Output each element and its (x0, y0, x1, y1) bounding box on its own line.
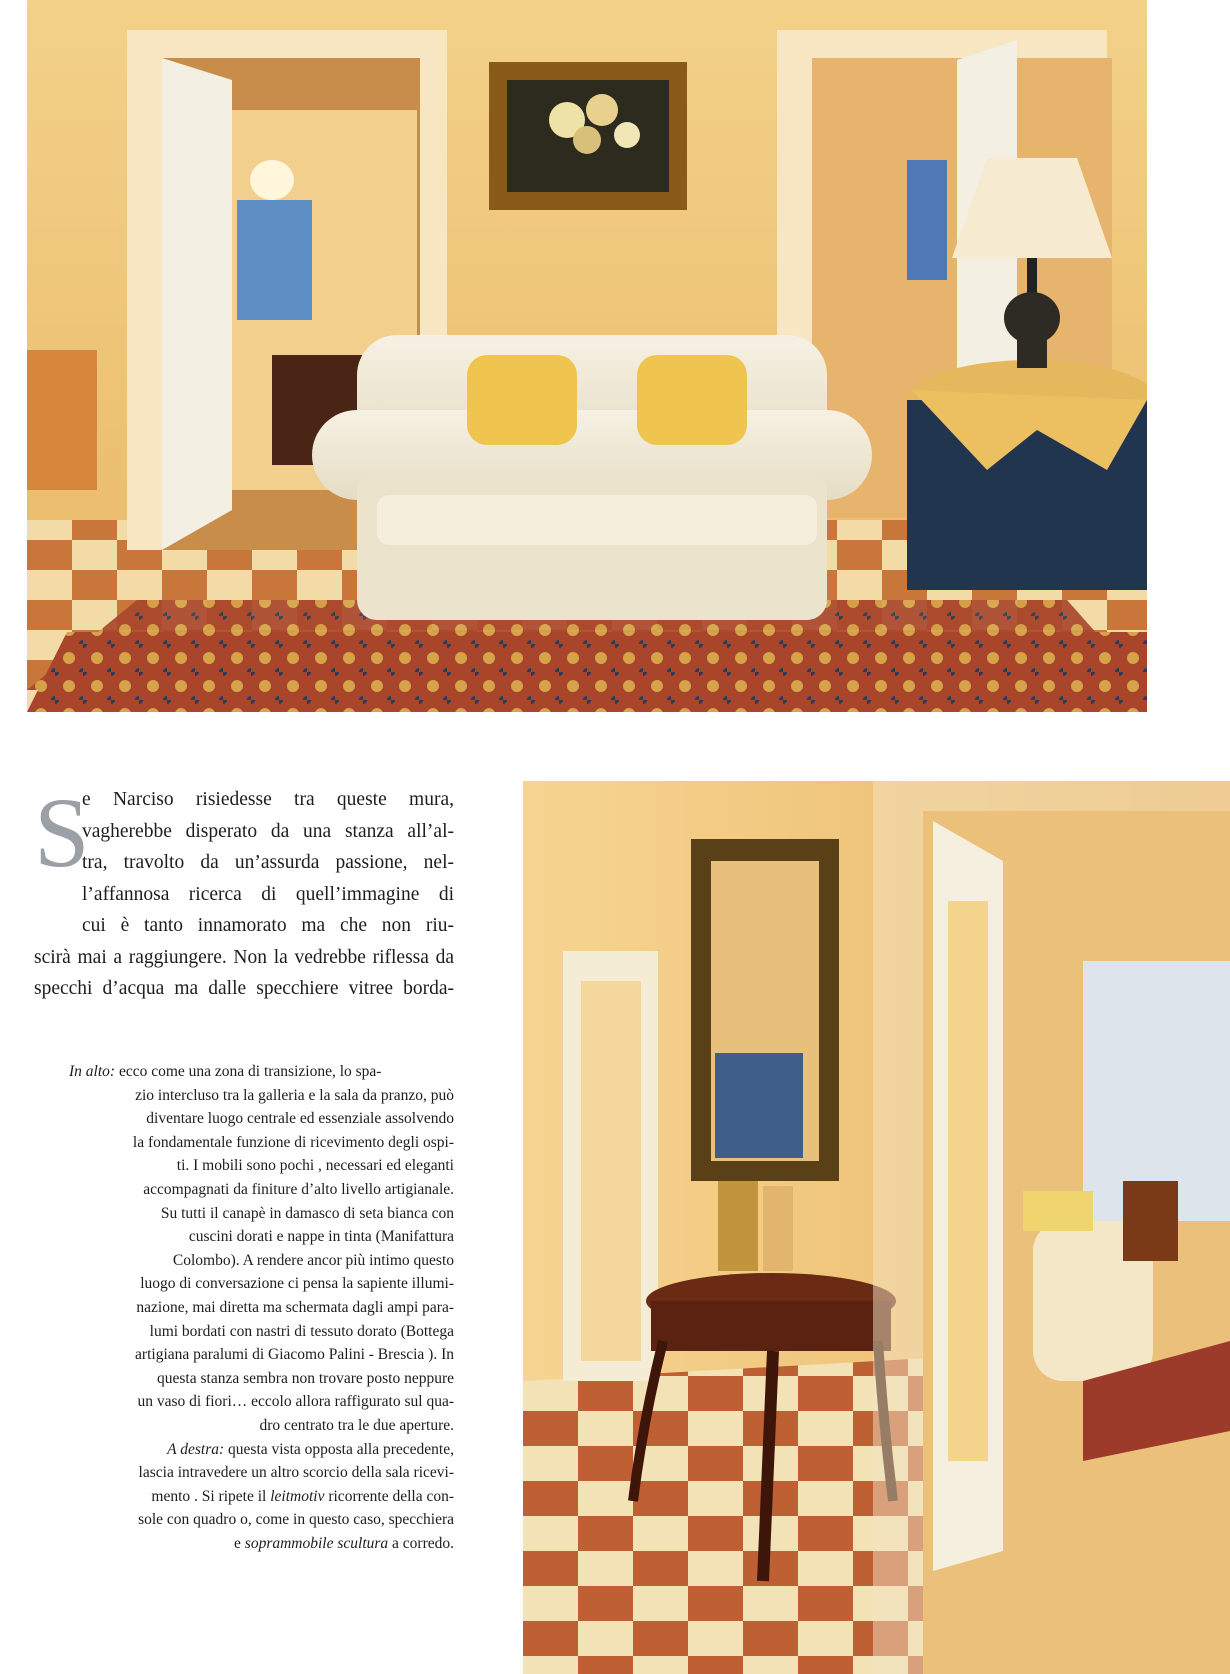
intro-line-4: l’affannosa ricerca di quell’immagine di (82, 883, 454, 905)
caption-line: sole con quadro o, come in questo caso, specchiera (138, 1511, 454, 1529)
caption-line: ti. I mobili sono pochi , necessari ed eleganti (176, 1157, 454, 1175)
caption-line: dro centrato tra le due aperture. (259, 1416, 454, 1434)
caption-line: zio intercluso tra la galleria e la sala da pranzo, può (135, 1086, 454, 1104)
caption-line: la fondamentale funzione di ricevimento degli ospi- (132, 1133, 454, 1151)
photo-caption (34, 1060, 454, 1555)
intro-line-5: cui è tanto innamorato ma che non riu- (82, 915, 454, 936)
caption-heading-top: In alto: (69, 1063, 116, 1080)
caption-line: questa stanza sembra non trovare posto neppure (157, 1369, 454, 1387)
caption-line: nazione, mai diretta ma schermata dagli ampi para- (136, 1298, 454, 1316)
caption-heading-right: A destra: (167, 1440, 225, 1458)
hallway-photo (523, 781, 1230, 1674)
intro-text (34, 777, 454, 1005)
caption-line: Colombo). A rendere ancor più intimo questo (172, 1251, 454, 1269)
caption-line: e soprammobile scultura a corredo. (234, 1534, 454, 1552)
hallway-mirror-photo-icon (523, 781, 1230, 1674)
caption-line: lascia intravedere un altro scorcio della sala ricevi- (138, 1464, 454, 1482)
caption-line: lumi bordati con nastri di tessuto dorato (Bottega (149, 1322, 454, 1340)
caption-line: cuscini dorati e nappe in tinta (Manifattura (188, 1228, 454, 1246)
caption-line: A destra: questa vista opposta alla precedente, (167, 1440, 454, 1458)
intro-line-3: tra, travolto da un’assurda passione, nel- (82, 852, 454, 873)
intro-line-6: scirà mai a raggiungere. Non la vedrebbe riflessa da (34, 946, 454, 968)
intro-line-7: specchi d’acqua ma dalle specchiere vitree borda- (34, 978, 454, 999)
caption-line: artigiana paralumi di Giacomo Palini - Brescia ). In (135, 1346, 454, 1364)
caption-line: un vaso di fiori… eccolo allora raffigurato sul qua- (137, 1393, 454, 1411)
intro-line-1: e Narciso risiedesse tra queste mura, (82, 789, 454, 810)
living-room-photo-icon (27, 0, 1147, 712)
drop-cap: S (34, 777, 90, 888)
caption-line: Su tutti il canapè in damasco di seta bianca con (160, 1204, 454, 1222)
caption-line: diventare luogo centrale ed essenziale assolvendo (146, 1110, 454, 1128)
caption-line: mento . Si ripete il leitmotiv ricorrente della con- (151, 1487, 454, 1505)
caption-line: accompagnati da finiture d’alto livello artigianale. (143, 1180, 454, 1198)
intro-line-2: vagherebbe disperato da una stanza all’al- (82, 820, 454, 842)
caption-line: luogo di conversazione ci pensa la sapiente illumi- (140, 1275, 454, 1293)
caption-line: In alto: ecco come una zona di transizione, lo spa- (69, 1063, 382, 1080)
living-room-photo (27, 0, 1147, 712)
